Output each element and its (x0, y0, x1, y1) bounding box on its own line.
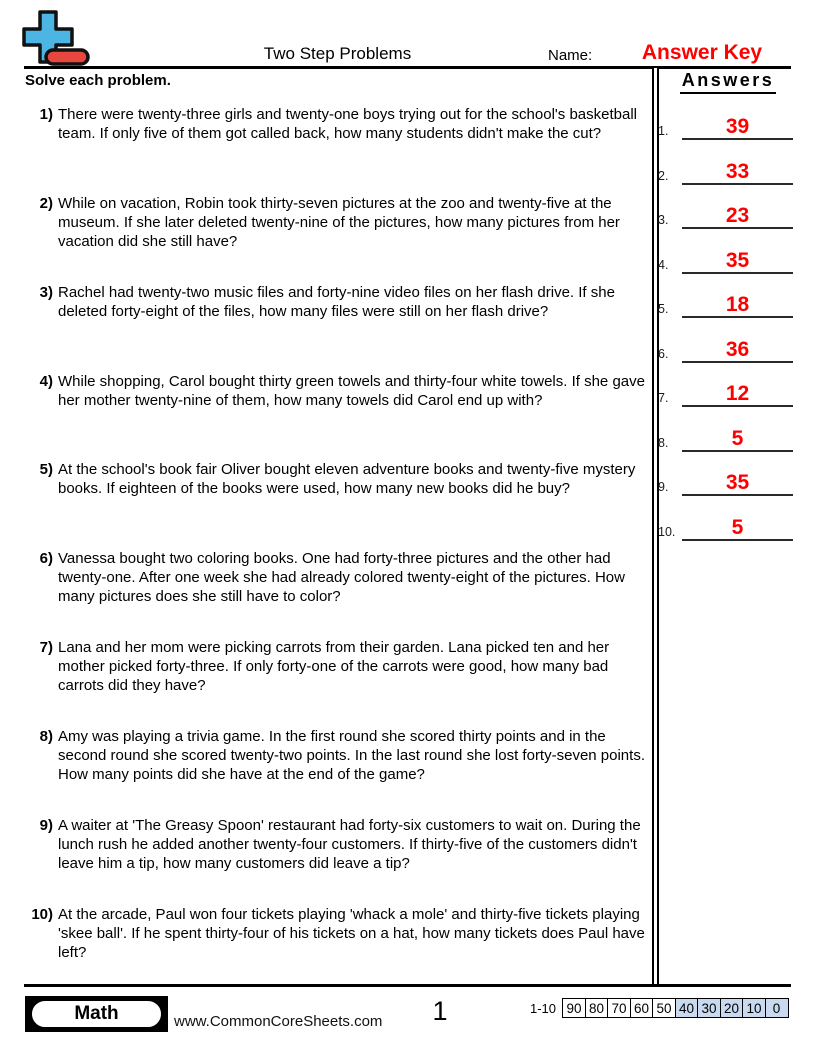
score-cell: 80 (585, 998, 609, 1018)
score-cell: 70 (607, 998, 631, 1018)
answer-number: 6. (658, 347, 669, 361)
problem-number: 1) (39, 106, 53, 123)
answer-row (655, 509, 793, 541)
answer-row (655, 331, 793, 363)
page-number: 1 (432, 996, 448, 1026)
score-cell: 10 (742, 998, 766, 1018)
problem-row (25, 638, 649, 695)
problem-text: While shopping, Carol bought thirty green towels and thirty-four white towels. If she gave her mother twenty-nine of them, how many towels did Carol end up with? (58, 373, 645, 409)
score-table (530, 998, 789, 1018)
problem-text: Lana and her mom were picking carrots from their garden. Lana picked ten and her mother picked forty-three. If only forty-one of the carrots were good, how many bad carrots did they have? (58, 639, 610, 694)
answer-blank-line (682, 464, 793, 496)
problem-number: 10) (31, 906, 53, 923)
answer-key-text: Answer Key (641, 41, 763, 64)
answer-number: 4. (658, 258, 669, 272)
answer-blank-line (682, 375, 793, 407)
answer-row (655, 286, 793, 318)
answer-row (655, 375, 793, 407)
answer-value: 39 (725, 115, 750, 138)
answer-row (655, 242, 793, 274)
score-cell: 20 (720, 998, 744, 1018)
answer-number: 1. (658, 124, 669, 138)
answer-number: 7. (658, 391, 669, 405)
answer-value: 33 (725, 160, 750, 183)
problem-text: While on vacation, Robin took thirty-seven pictures at the zoo and twenty-five at the museum. If she later deleted twenty-nine of the pictures, how many pictures from her vacation did she still have? (58, 195, 620, 250)
score-cell: 50 (652, 998, 676, 1018)
subject-badge-label: Math (30, 999, 163, 1029)
score-cell: 0 (765, 998, 789, 1018)
answer-number: 3. (658, 213, 669, 227)
problem-row (25, 372, 649, 410)
answer-row (655, 464, 793, 496)
problem-row (25, 816, 649, 873)
footer-divider (24, 984, 791, 987)
answer-blank-line (682, 331, 793, 363)
problem-number: 2) (39, 195, 53, 212)
problem-text: Rachel had twenty-two music files and forty-nine video files on her flash drive. If she deleted forty-eight of the files, how many files were still on her flash drive? (58, 284, 615, 320)
score-cell: 60 (630, 998, 654, 1018)
problem-number: 3) (39, 284, 53, 301)
answer-value: 35 (725, 249, 750, 272)
answer-blank-line (682, 153, 793, 185)
instructions-text: Solve each problem. (25, 72, 171, 89)
answer-value: 5 (731, 427, 744, 450)
problem-text: There were twenty-three girls and twenty-one boys trying out for the school's basketball team. If only five of them got called back, how many students didn't make the cut? (58, 106, 637, 142)
problem-number: 5) (39, 461, 53, 478)
answer-blank-line (682, 509, 793, 541)
problem-row (25, 283, 649, 321)
problem-row (25, 549, 649, 606)
answer-number: 2. (658, 169, 669, 183)
answer-value: 18 (725, 293, 750, 316)
answer-number: 9. (658, 480, 669, 494)
problem-number: 8) (39, 728, 53, 745)
answer-blank-line (682, 242, 793, 274)
score-cell: 30 (697, 998, 721, 1018)
answer-blank-line (682, 197, 793, 229)
problem-row (25, 905, 649, 962)
answers-heading: Answers (680, 70, 777, 94)
score-cells (562, 998, 789, 1018)
answer-number: 10. (658, 525, 676, 539)
problem-row (25, 727, 649, 784)
subject-badge (25, 996, 168, 1032)
answer-value: 36 (725, 338, 750, 361)
answer-number: 5. (658, 302, 669, 316)
answer-value: 5 (731, 516, 744, 539)
answer-row (655, 420, 793, 452)
answer-row (655, 197, 793, 229)
answer-number: 8. (658, 436, 669, 450)
problem-row (25, 194, 649, 251)
answer-blank-line (682, 420, 793, 452)
answer-blank-line (682, 286, 793, 318)
problem-row (25, 105, 649, 143)
problem-number: 4) (39, 373, 53, 390)
name-label: Name: (548, 47, 593, 64)
score-cell: 40 (675, 998, 699, 1018)
website-url: www.CommonCoreSheets.com (174, 1013, 383, 1030)
answer-row (655, 108, 793, 140)
answer-value: 12 (725, 382, 750, 405)
problem-row (25, 460, 649, 498)
answer-value: 35 (725, 471, 750, 494)
answers-heading-wrap (662, 70, 794, 94)
answer-value: 23 (725, 204, 750, 227)
problem-text: At the school's book fair Oliver bought eleven adventure books and twenty-five mystery books. If eighteen of the books were used, how many new books did he buy? (58, 461, 636, 497)
score-cell: 90 (562, 998, 586, 1018)
answer-blank-line (682, 108, 793, 140)
problem-text: Amy was playing a trivia game. In the first round she scored thirty points and in the second round she scored twenty-two points. In the last round she lost forty-seven points. How many points did she have at the end of the game? (58, 728, 645, 783)
score-range-label: 1-10 (530, 1000, 557, 1016)
problem-number: 6) (39, 550, 53, 567)
problem-text: Vanessa bought two coloring books. One had forty-three pictures and the other had twenty-one. After one week she had already colored twenty-eight of the pictures. How many pictures does she still have to color? (58, 550, 625, 605)
problem-text: At the arcade, Paul won four tickets playing 'whack a mole' and thirty-five tickets playing 'skee ball'. If he spent thirty-four of his tickets on a hat, how many tickets does Paul have left? (58, 906, 645, 961)
problem-number: 9) (39, 817, 53, 834)
answer-row (655, 153, 793, 185)
header-divider (24, 66, 791, 69)
problem-number: 7) (39, 639, 53, 656)
problem-text: A waiter at 'The Greasy Spoon' restaurant had forty-six customers to wait on. During the lunch rush he added another twenty-four customers. If thirty-five of the customers didn't leave him a tip, how many customers did leave a tip? (58, 817, 641, 872)
page-title: Two Step Problems (263, 44, 412, 63)
